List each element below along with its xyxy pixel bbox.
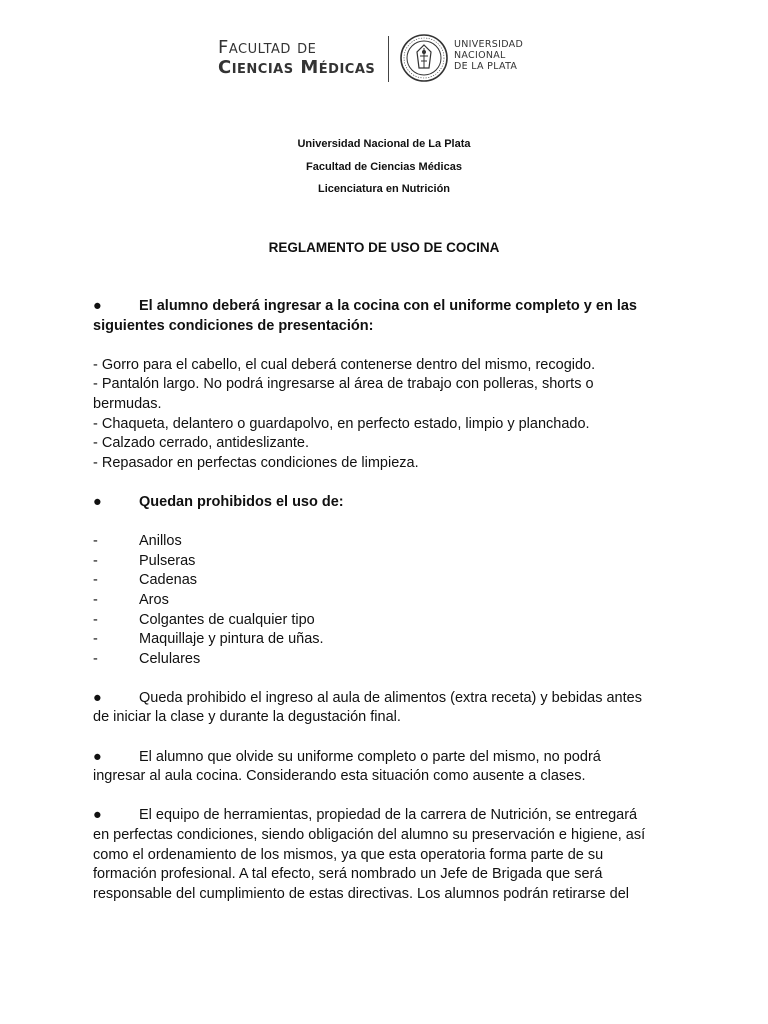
university-seal-icon bbox=[399, 32, 449, 84]
bullet: ● bbox=[93, 689, 102, 706]
faculty-name-line2: Ciencias Médicas bbox=[218, 57, 376, 78]
document-body bbox=[93, 297, 683, 904]
list-item: - Maquillaje y pintura de uñas. bbox=[93, 631, 324, 648]
list-item: - Celulares bbox=[93, 650, 201, 667]
list-item: - Pulseras bbox=[93, 552, 196, 569]
list-item: - Aros bbox=[93, 591, 169, 608]
bullet: ● bbox=[93, 298, 102, 314]
heading-university: Universidad Nacional de La Plata bbox=[297, 138, 471, 150]
heading-faculty: Facultad de Ciencias Médicas bbox=[306, 160, 462, 173]
faculty-name-line1: Facultad de bbox=[218, 37, 317, 58]
university-name bbox=[454, 39, 523, 72]
uniform-line: - Calzado cerrado, antideslizante. bbox=[93, 435, 310, 452]
uniform-rule-intro: ● El alumno deberá ingresar a la cocina con el uniforme completo y en las bbox=[93, 297, 683, 317]
uniform-line: - Repasador en perfectas condiciones de limpieza. bbox=[93, 454, 419, 471]
uniform-line: - Chaqueta, delantero o guardapolvo, en perfecto estado, limpio y planchado. bbox=[93, 415, 590, 432]
uniform-line: - Pantalón largo. No podrá ingresarse al área de trabajo con polleras, shorts o bbox=[93, 376, 594, 393]
tools-rule-cont: en perfectas condiciones, siendo obligación del alumno su preservación e higiene, así bbox=[93, 827, 646, 844]
forgotten-uniform-rule: ● El alumno que olvide su uniforme completo o parte del mismo, no podrá bbox=[93, 748, 683, 768]
uniform-rule-intro-cont: siguientes condiciones de presentación: bbox=[93, 317, 374, 334]
bullet: ● bbox=[93, 493, 102, 510]
uniform-line: - Gorro para el cabello, el cual deberá contenerse dentro del mismo, recogido. bbox=[93, 356, 596, 373]
tools-rule-cont: como el ordenamiento de los mismos, ya que esta operatoria forma parte de su bbox=[93, 846, 604, 863]
prohibited-items-intro: ● Quedan prohibidos el uso de: bbox=[93, 493, 683, 513]
list-item: - Cadenas bbox=[93, 572, 198, 589]
university-line-1: UNIVERSIDAD bbox=[454, 39, 524, 50]
food-rule-cont: de iniciar la clase y durante la degustación final. bbox=[93, 709, 401, 726]
header-divider bbox=[388, 36, 389, 82]
faculty-logo-text bbox=[218, 38, 375, 78]
university-line-3: DE LA PLATA bbox=[454, 61, 518, 72]
forgotten-uniform-rule-cont: ingresar al aula cocina. Considerando esta situación como ausente a clases. bbox=[93, 768, 586, 785]
bullet: ● bbox=[93, 748, 102, 765]
list-item: - Anillos bbox=[93, 533, 182, 550]
food-rule: ● Queda prohibido el ingreso al aula de alimentos (extra receta) y bebidas antes bbox=[93, 689, 683, 709]
institution-heading bbox=[0, 133, 768, 201]
tools-rule-cont: formación profesional. A tal efecto, será nombrado un Jefe de Brigada que será bbox=[93, 866, 603, 883]
heading-degree: Licenciatura en Nutrición bbox=[317, 183, 451, 195]
bullet: ● bbox=[93, 807, 102, 824]
tools-rule-cont: responsable del cumplimiento de estas directivas. Los alumnos podrán retirarse del bbox=[93, 885, 629, 902]
document-title: REGLAMENTO DE USO DE COCINA bbox=[268, 240, 500, 255]
uniform-line: bermudas. bbox=[93, 395, 162, 412]
tools-rule: ● El equipo de herramientas, propiedad de la carrera de Nutrición, se entregará bbox=[93, 806, 683, 826]
document-header bbox=[0, 32, 768, 88]
university-line-2: NACIONAL bbox=[454, 50, 506, 61]
list-item: - Colgantes de cualquier tipo bbox=[93, 611, 315, 628]
